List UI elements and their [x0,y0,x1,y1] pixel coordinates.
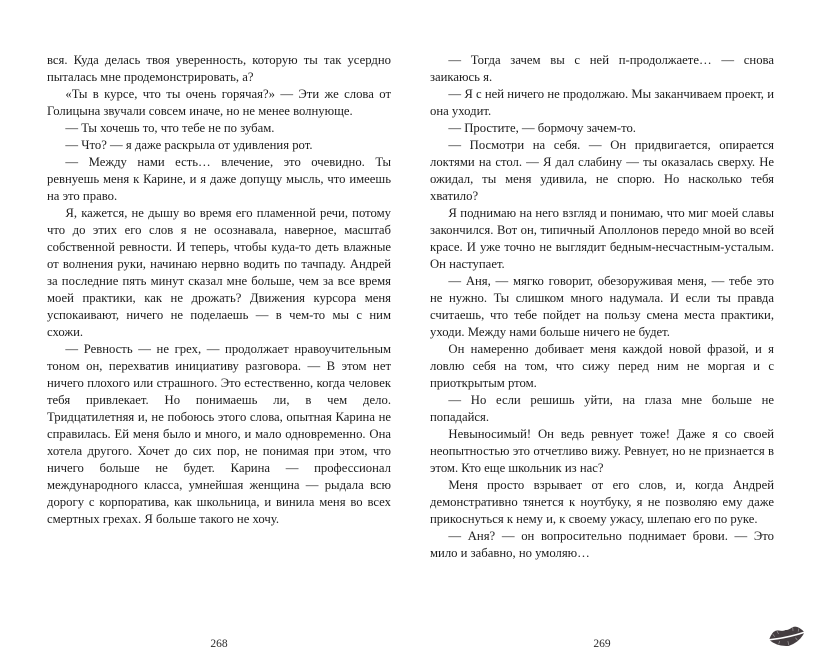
paragraph: Я, кажется, не дышу во время его пламенной речи, потому что до этих его слов я не осознавала, наверное, масштаб собственной ревности. И теперь, чтобы куда-то деть влажные от волнения руки, начинаю нервно водить по тачпаду. Андрей за последние пять минут сказал мне больше, чем за все время моей практики, как не дрожать? Движения курсора меня успокаивают, ничего не поделаешь — в чем-то мы с ним схожи. [47,206,391,339]
paragraph: «Ты в курсе, что ты очень горячая?» — Эти же слова от Голицына звучали совсем иначе, но не менее волнующе. [47,87,391,118]
page-number-right: 269 [593,638,611,650]
page-number-left: 268 [210,638,228,650]
paragraph: — Но если решишь уйти, на глаза мне больше не попадайся. [430,393,774,424]
paragraph: вся. Куда делась твоя уверенность, которую ты так усердно пыталась мне продемонстрировать, а? [47,53,391,84]
page-left-text [47,52,391,528]
paragraph: — Аня, — мягко говорит, обезоруживая меня, — тебе это не нужно. Ты слишком много надумала. И если ты правда считаешь, что тебе пойдет на пользу смена места практики, уходи. Между нами больше ничего не будет. [430,274,774,339]
paragraph: — Между нами есть… влечение, это очевидно. Ты ревнуешь меня к Карине, и я даже допущу мысль, что имеешь на это право. [47,155,391,203]
paragraph: — Посмотри на себя. — Он придвигается, опирается локтями на стол. — Я дал слабину — ты оказалась сверху. Не ожидал, ты меня удивила, не спорю. Но насколько тебя хватило? [430,138,774,203]
paragraph: — Что? — я даже раскрыла от удивления рот. [65,138,313,152]
paragraph: Невыносимый! Он ведь ревнует тоже! Даже я со своей неопытностью это отчетливо вижу. Ревнует, но не признается в этом. Кто еще школьник из нас? [430,427,774,475]
paragraph: — Я с ней ничего не продолжаю. Мы заканчиваем проект, и она уходит. [430,87,774,118]
paragraph: — Ревность — не грех, — продолжает нравоучительным тоном он, перехватив инициативу разговора. — В этом нет ничего плохого или страшного. Это естественно, когда человек тебя привлекает. Но понимаешь ли, в чем дело. Тридцатилетняя и, не побоюсь этого слова, опытная Карина не справилась. Ей меня было и много, и мало одновременно. Она хотела другого. Хочет до сих пор, не понимая при этом, что ничего больше не будет. Карина — профессионал международного класса, умнейшая женщина — рыдала всю дорогу с корпоратива, как школьница, и винила меня во всех смертных грехах. Я больше такого не хочу. [47,342,391,526]
paragraph: Я поднимаю на него взгляд и понимаю, что миг моей славы закончился. Вот он, типичный Аполлонов передо мной во всей красе. И уже точно не выглядит бедным-несчастным-усталым. Он наступает. [430,206,774,271]
paragraph: — Ты хочешь то, что тебе не по зубам. [65,121,275,135]
page-right [430,52,774,656]
page-left [47,52,391,656]
paragraph: Меня просто взрывает от его слов, и, когда Андрей демонстративно тянется к ноутбуку, я не позволяю ему даже прикоснуться к нему и, к своему ужасу, шлепаю его по руке. [430,478,774,526]
paragraph: — Тогда зачем вы с ней п-продолжаете… — снова заикаюсь я. [430,53,774,84]
paragraph: — Простите, — бормочу зачем-то. [448,121,636,135]
paragraph: Он намеренно добивает меня каждой новой фразой, и я ловлю себя на том, что сижу перед ним не моргая и с приоткрытым ртом. [430,342,774,390]
paragraph: — Аня? — он вопросительно поднимает брови. — Это мило и забавно, но умоляю… [430,529,774,560]
page-right-text [430,52,774,562]
